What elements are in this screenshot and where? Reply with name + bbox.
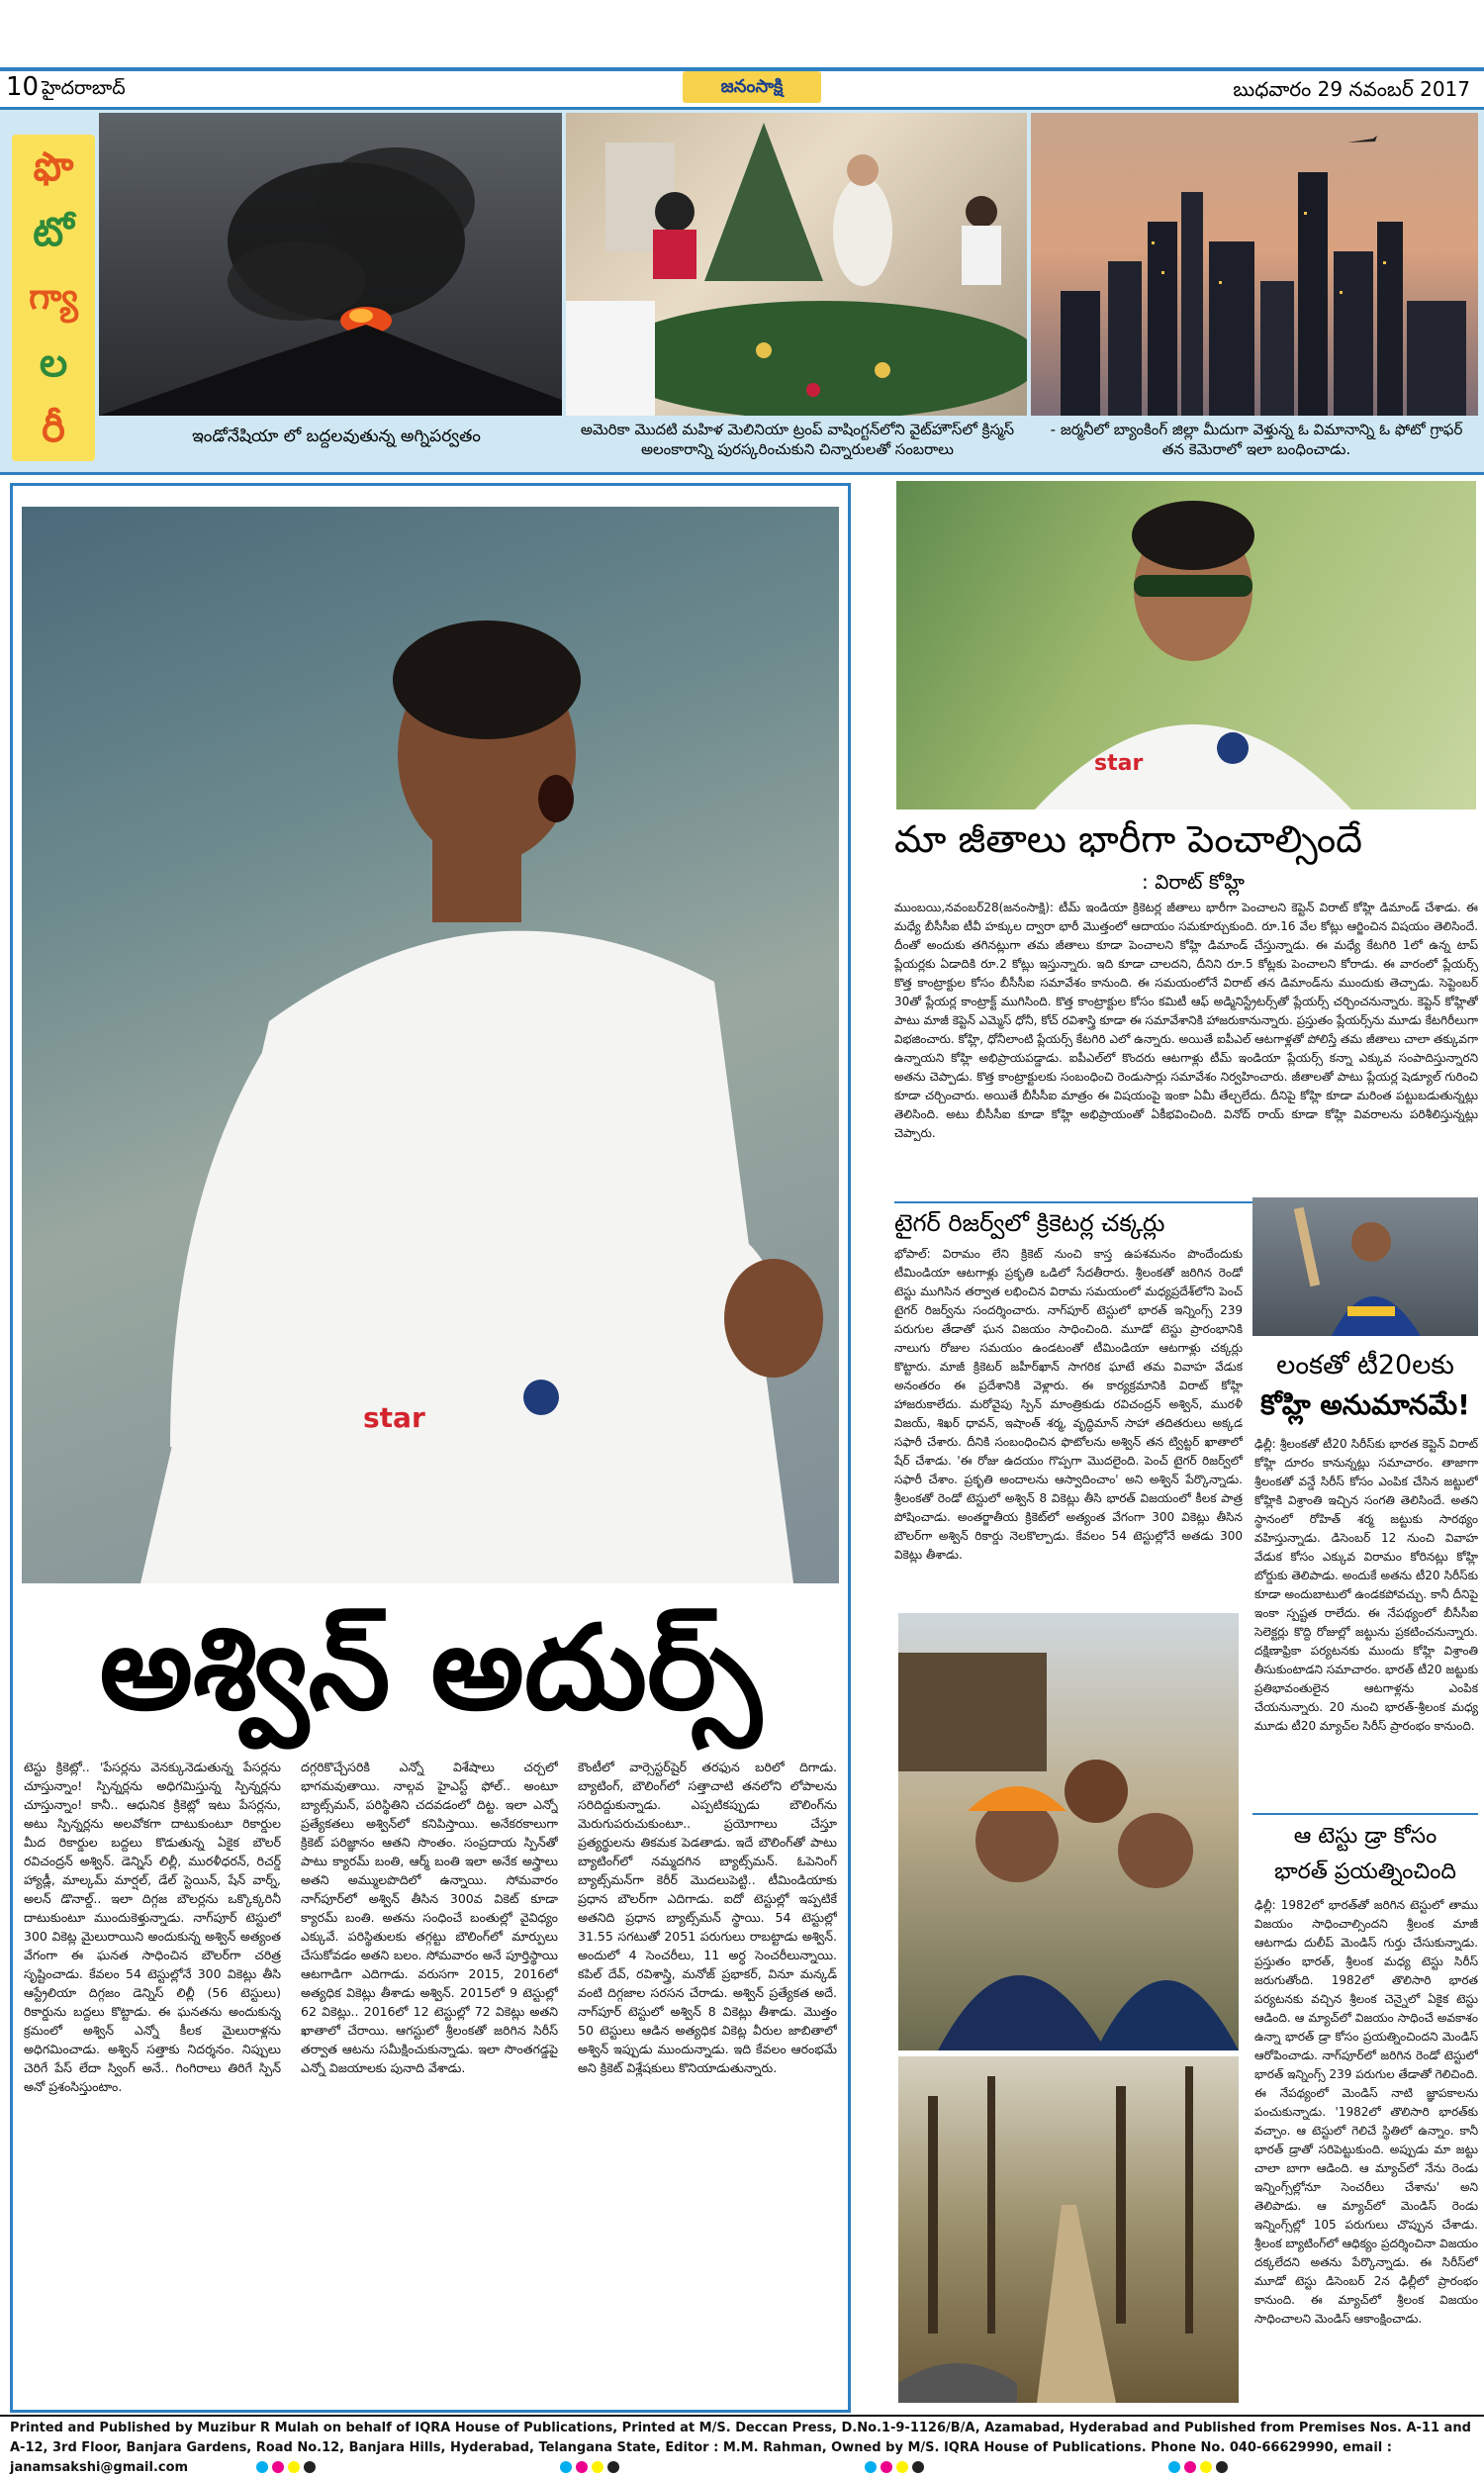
gallery-label-char: రీ [42, 406, 65, 451]
header-city: హైదరాబాద్ [42, 77, 126, 99]
ashwin-headline: అశ్విన్ అదుర్స్ [99, 1599, 762, 1736]
footer-imprint: Printed and Published by Muzibur R Mulah on behalf of IQRA House of Publications, Printed at M/S. Deccan Press, D.No.1-9-1126/B/A, Azamabad, Hyderabad and Published from Premises Nos. A-11 and A-12, 3rd Floor, Banjara Gardens, Road No.12, Banjara Hills, Hyderabad, Telangana State, Editor : M.M. Rahman, Owned by M/S. IQRA House of Publications. Phone No. 040-66629990, email : janamsakshi@gmail.com [10, 2421, 1471, 2475]
tiger-headline: టైగర్ రిజర్వ్‌లో క్రికెటర్ల చక్కర్లు [894, 1209, 1165, 1237]
masthead-logo [683, 71, 821, 103]
ashwin-photo [22, 507, 839, 1583]
kohli-t20-body: ఢిల్లీ: శ్రీలంకతో టీ20 సిరీస్‌కు భారత కెప్టెన్ విరాట్ కోహ్లి దూరం కానున్నట్లు సమాచారం. తాజాగా శ్రీలంకతో వన్డే సిరీస్ కోసం ఎంపిక చేసిన జట్టులో కోహ్లికి విశ్రాంతి ఇచ్చిన సంగతి తెలిసిందే. అతని స్థానంలో రోహిత్ శర్మ జట్టుకు సారథ్యం వహిస్తున్నాడు. డిసెంబర్ 12 నుంచి వివాహ వేడుక కోసం ఎక్కువ విరామం కోరినట్లు కోహ్లి బోర్డుకు తెలిపాడు. అందుకే అతను టీ20 సిరీస్‌కు కూడా అందుబాటులో ఉండకపోవచ్చు. కానీ దీనిపై ఇంకా స్పష్టత రాలేదు. ఈ నేపథ్యంలో బీసీసీఐ సెలెక్టర్లు కొద్ది రోజుల్లో జట్టును ప్రకటించనున్నారు. దక్షిణాఫ్రికా పర్యటనకు ముందు కోహ్లి విశ్రాంతి తీసుకుంటాడని సమాచారం. భారత్ టీ20 జట్టుకు ప్రతిభావంతులైన ఆటగాళ్లను ఎంపిక చేయనున్నారు. 20 నుంచి భారత్-శ్రీలంక మధ్య మూడు టీ20 మ్యాచ్‌ల సిరీస్ ప్రారంభం కానుంది. [1254, 1437, 1478, 1733]
ashwin-col2: దగ్గరికొచ్చేసరికి ఎన్నో విశేషాలు చర్చలో భాగమవుతాయి. నాల్గవ హైఎస్ట్ ఫోల్.. అంటూ బ్యాట్స్‌మన్, పరిస్థితిని చదవడంలో దిట్ట. ఇలా ఎన్నో ప్రత్యేకతలు అశ్విన్‌లో కనిపిస్తాయి. అనేకరకాలుగా క్రికెట్ పరిజ్ఞానం ఆతని సొంతం. సంప్రదాయ స్పిన్‌తో పాటు క్యారమ్ బంతి, ఆర్మ్ బంతి ఇలా అనేక అస్త్రాలు అతని అమ్ములపొదిలో ఉన్నాయి. సోమవారం నాగ్‌పూర్‌లో అశ్విన్ తీసిన 300వ వికెట్ కూడా క్యారమ్ బంతి. అతను సంధించే బంతుల్లో వైవిధ్యం ఎక్కువే. పరిస్థితులకు తగ్గట్టు బౌలింగ్‌లో మార్పులు చేసుకోవడం అతని బలం. సోమవారం అనే పూర్తిస్థాయి ఆటగాడిగా ఎదిగాడు. వరుసగా 2015, 2016లో అత్యధిక వికెట్లు తీశాడు అశ్విన్. 2015లో 9 టెస్టుల్లో 62 వికెట్లు.. 2016లో 12 టెస్టుల్లో 72 వికెట్లు అతని ఖాతాలో చేరాయి. ఆగస్టులో శ్రీలంకతో జరిగిన సిరీస్ తర్వాత ఆటను సమీక్షించుకున్నాడు. ఇలా సొంతగడ్డపై ఎన్నో విజయాలకు పునాది వేశాడు. [301, 1760, 558, 2075]
registration-marks [0, 2458, 1484, 2474]
volcano-illustration [99, 113, 562, 416]
gallery-label [12, 135, 95, 461]
page-number: 10 [6, 72, 40, 102]
kohli-salary-byline: : విరాట్ కోహ్లి [1142, 870, 1245, 894]
bowler-illustration [22, 507, 839, 1583]
christmas-illustration [566, 113, 1027, 416]
selfie-illustration [898, 1613, 1239, 2050]
skyline-caption: - జర్మనీలో బ్యాంకింగ్ జిల్లా మీదుగా వెళ్తున్న ఓ విమానాన్ని ఓ ఫోటో గ్రాఫర్ తన కెమెరాలో ఇలా బంధించాడు. [1050, 421, 1463, 458]
skyline-photo [1031, 113, 1478, 416]
masthead-text: జనంసాక్షి [720, 76, 784, 97]
kohli-illustration [896, 481, 1476, 810]
svg-text:star: star [363, 1401, 425, 1434]
test-draw-body: ఢిల్లీ: 1982లో భారత్‌తో జరిగిన టెస్టులో తాము విజయం సాధించాల్సిందని శ్రీలంక మాజీ ఆటగాడు దులీప్ మెండిస్ గుర్తు చేసుకున్నాడు. ప్రస్తుతం భారత్, శ్రీలంక మధ్య టెస్టు సిరీస్ జరుగుతోంది. 1982లో తొలిసారి భారత పర్యటనకు వచ్చిన శ్రీలంక చెన్నైలో ఏకైక టెస్టు ఆడింది. ఆ మ్యాచ్‌లో విజయం సాధించే అవకాశం ఉన్నా భారత్ డ్రా కోసం ప్రయత్నించిందని మెండిస్ ఆరోపించాడు. నాగ్‌పూర్‌లో జరిగిన రెండో టెస్టులో భారత్ ఇన్నింగ్స్ 239 పరుగుల తేడాతో గెలిచింది. ఈ నేపథ్యంలో మెండిస్ నాటి జ్ఞాపకాలను పంచుకున్నాడు. '1982లో తొలిసారి భారత్‌కు వచ్చాం. ఆ టెస్టులో గెలిచే స్థితిలో ఉన్నాం. కానీ భారత్ డ్రాతో సరిపెట్టుకుంది. అప్పుడు మా జట్టు చాలా బాగా ఆడింది. ఆ మ్యాచ్‌లో నేను రెండు ఇన్నింగ్స్‌ల్లోనూ సెంచరీలు చేశాను' అని తెలిపాడు. ఆ మ్యాచ్‌లో మెండిస్ రెండు ఇన్నింగ్స్‌ల్లో 105 పరుగులు చొప్పున చేశాడు. శ్రీలంక బ్యాటింగ్‌లో ఆధిక్యం ప్రదర్శించినా విజయం దక్కలేదని అతను పేర్కొన్నాడు. ఈ సిరీస్‌లో మూడో టెస్టు డిసెంబర్ 2న ఢిల్లీలో ప్రారంభం కానుంది. ఈ మ్యాచ్‌లో శ్రీలంక విజయం సాధించాలని మెండిస్ ఆకాంక్షించాడు. [1254, 1898, 1478, 2326]
kohli-t20-headline-1: లంకతో టీ20లకు [1276, 1350, 1454, 1381]
kohli-photo [896, 481, 1476, 810]
gallery-label-char: టో [33, 210, 74, 255]
kohli-bat-illustration [1252, 1197, 1478, 1336]
forest-road-illustration [898, 2056, 1239, 2403]
gallery-label-char: ఫొ [33, 144, 74, 190]
test-draw-rule [1252, 1813, 1478, 1815]
white-house-caption: అమెరికా మొదటి మహిళ మెలినియా ట్రంప్ వాషింగ్టన్‌లోని వైట్‌హౌస్‌లో క్రిస్మస్ అలంకారాన్ని పురస్కరించుకుని చిన్నారులతో సంబరాలు [580, 421, 1015, 458]
gallery-label-char: ల [39, 340, 68, 386]
volcano-caption: ఇండోనేషియా లో బద్దలవుతున్న అగ్నిపర్వతం [192, 427, 481, 446]
kohli-t20-headline-2: కోహ్లి అనుమానమే! [1260, 1388, 1470, 1421]
safari-road-photo [898, 2056, 1239, 2403]
white-house-photo [566, 113, 1027, 416]
kohli-bat-photo [1252, 1197, 1478, 1336]
header-date: బుధవారం 29 నవంబర్ 2017 [1233, 77, 1470, 101]
test-draw-headline-1: ఆ టెస్టు డ్రా కోసం [1293, 1824, 1438, 1849]
kohli-salary-headline: మా జీతాలు భారీగా పెంచాల్సిందే [894, 817, 1362, 861]
gallery-label-char: గ్యా [29, 277, 78, 318]
volcano-photo [99, 113, 562, 416]
skyline-illustration [1031, 113, 1478, 416]
ashwin-col1: టెస్టు క్రికెట్లో.. 'పేసర్లను వెనక్కునెడుతున్న పేసర్లను చూస్తున్నాం! స్పిన్నర్లను అధిగమిస్తున్న స్పిన్నర్లను చూస్తున్నాం! కానీ.. ఆధునిక క్రికెట్లో ఇటు పేసర్లను, అటు స్పిన్నర్లను అలవోకగా దాటుకుంటూ రికార్డుల మీద రికార్డుల బద్దలు కొడుతున్న ఏకైక బౌలర్ రవిచంద్రన్ అశ్విన్. డెన్నిస్ లిల్లీ, మురళీధరన్, రిచర్డ్ హ్యాడ్లీ, మాల్కమ్ మార్షల్, డేల్ స్టెయిన్, షేన్ వార్న్, అలన్ డొనాల్డ్.. ఇలా దిగ్గజ బౌలర్లను ఒక్కొక్కరినీ దాటుకుంటూ ముందుకెళ్తున్నాడు. నాగ్‌పూర్ టెస్టులో 300 వికెట్ల మైలురాయిని అందుకున్న అశ్విన్ అత్యంత వేగంగా ఈ ఘనత సాధించిన బౌలర్‌గా చరిత్ర సృష్టించాడు. కేవలం 54 టెస్టుల్లోనే 300 వికెట్లు తీసి ఆస్ట్రేలియా దిగ్గజం డెన్నిస్ లిల్లీ (56 టెస్టులు) రికార్డును బద్దలు కొట్టాడు. ఈ ఘనతను అందుకున్న క్రమంలో అశ్విన్ ఎన్నో కీలక మైలురాళ్లను అధిగమించాడు. అశ్విన్ సత్తాకు నిదర్శనం. నిప్పులు చెరిగే పేస్ లేదా స్వింగ్ అనే.. గింగిరాలు తిరిగే స్పిన్ అనో ప్రశంసిస్తుంటాం. [24, 1760, 281, 2094]
footer-rule [0, 2415, 1484, 2417]
safari-selfie-photo [898, 1613, 1239, 2050]
tiger-body: భోపాల్: విరామం లేని క్రికెట్ నుంచి కాస్త ఉపశమనం పొందేందుకు టీమిండియా ఆటగాళ్లు ప్రకృతి ఒడిలో సేదతీరారు. శ్రీలంకతో జరిగిన రెండో టెస్టు ముగిసిన తర్వాత లభించిన విరామ సమయంలో మధ్యప్రదేశ్‌లోని పెంచ్ టైగర్ రిజర్వ్‌ను సందర్శించారు. నాగ్‌పూర్ టెస్టులో భారత్ ఇన్నింగ్స్ 239 పరుగుల తేడాతో ఘన విజయం సాధించింది. మూడో టెస్టు ప్రారంభానికి నాలుగు రోజుల సమయం ఉండటంతో టీమిండియా ఆటగాళ్లు చక్కర్లు కొట్టారు. మాజీ క్రికెటర్ జహీర్‌ఖాన్‌ సాగరిక ఘాటే తమ వివాహ వేడుక అనంతరం ఈ ప్రదేశానికి వెళ్లారు. ఈ కార్యక్రమానికి విరాట్ కోహ్లి హాజరుకాలేదు. మరోవైపు స్పిన్ మాంత్రికుడు రవిచంద్రన్ అశ్విన్‌, మురళీ విజయ్, శిఖర్ ధావన్, ఇషాంత్ శర్మ, వృద్ధిమాన్ సాహా తదితరులు అక్కడ సఫారీ చేశారు. దీనికి సంబంధించిన ఫొటోలను అశ్విన్ తన ట్విట్టర్ ఖాతాలో షేర్ చేశాడు. 'ఈ రోజు ఉదయం గొప్పగా మొదలైంది. పెంచ్ టైగర్ రిజర్వ్‌లో సఫారీ చేశాం. ప్రకృతి అందాలను ఆస్వాదించాం' అని అశ్విన్ పేర్కొన్నాడు. శ్రీలంకతో రెండో టెస్టులో అశ్విన్ 8 వికెట్లు తీసి భారత్ విజయంలో కీలక పాత్ర పోషించాడు. అంతర్జాతీయ క్రికెట్‌లో అత్యంత వేగంగా 300 వికెట్లు తీసిన బౌలర్‌గా అశ్విన్ రికార్డు నెలకొల్పాడు. కేవలం 54 టెస్టుల్లోనే అతడు 300 వికెట్లు తీశాడు. [894, 1247, 1243, 1562]
test-draw-headline-2: భారత్ ప్రయత్నించింది [1274, 1859, 1456, 1884]
svg-text:star: star [1094, 751, 1144, 776]
kohli-salary-body: ముంబయి,నవంబర్28(జనంసాక్షి): టీమ్ ఇండియా క్రికెటర్ల జీతాలు భారీగా పెంచాలని కెప్టెన్ విరాట్ కోహ్లి డిమాండ్ చేశాడు. ఈ మధ్యే బీసీసీఐ టీవీ హక్కుల ద్వారా భారీ మొత్తంలో ఆదాయం సమకూర్చుకుంది. రూ.16 వేల కోట్లు ఆర్జించిన విషయం తెలిసిందే. దీంతో అందుకు తగినట్లుగా తమ జీతాలు కూడా పెంచాలని కోహ్లి డిమాండ్ చేస్తున్నాడు. ఈ మధ్యే కేటగిరి 1లో ఉన్న టాప్ ప్లేయర్లకు ఏడాదికి రూ.2 కోట్లు ఇస్తున్నారు. ఇది కూడా చాలదని, దీనిని రూ.5 కోట్లకు పెంచాలని కోరాడు. ఈ వారంలో ప్లేయర్స్ కొత్త కాంట్రాక్టుల కోసం బీసీసీఐ సమావేశం కానుంది. ఈ సమయంలోనే విరాట్ తన డిమాండ్‌ను ముందుకు తెచ్చాడు. సెప్టెంబర్ 30తో ప్లేయర్ల కాంట్రాక్ట్ ముగిసింది. కొత్త కాంట్రాక్టుల కోసం కమిటీ ఆఫ్ అడ్మినిస్ట్రేటర్స్‌తో ప్లేయర్స్ చర్చించనున్నారు. కెప్టెన్ కోహ్లితో పాటు మాజీ కెప్టెన్ ఎమ్మెస్ ధోనీ, కోచ్ రవిశాస్త్రి కూడా ఈ సమావేశానికి హాజరుకానున్నారు. ప్రస్తుతం ప్లేయర్స్‌ను మూడు కేటగిరీలుగా విభజించారు. కోహ్లి, ధోనీలాంటి ప్లేయర్స్ కేటగిరి ఎలో ఉన్నారు. అయితే ఐపీఎల్ ఆటగాళ్లతో పోలిస్తే తమ జీతాలు చాలా తక్కువగా ఉన్నాయని కోహ్లి అభిప్రాయపడ్డాడు. ఐపీఎల్‌లో కొందరు ఆటగాళ్లు టీమ్ ఇండియా ప్లేయర్స్ కన్నా ఎక్కువ సంపాదిస్తున్నారని అతను చెప్పాడు. కొత్త కాంట్రాక్టులకు సంబంధించి రెండుసార్లు సమావేశం నిర్వహించారు. జీతాలతో పాటు ప్లేయర్ల షెడ్యూల్ గురించి కూడా చర్చించారు. అయితే బీసీసీఐ మాత్రం ఈ విషయంపై ఇంకా ఏమీ తేల్చలేదు. దీనిపై కోహ్లి కూడా మరింత పట్టుబడుతున్నట్లు తెలిసింది. అటు బీసీసీఐ కూడా కోహ్లి అభిప్రాయంతో ఏకీభవించింది. వినోద్ రాయ్ కూడా కోహ్లి వివరాలను పరిశీలిస్తున్నట్లు చెప్పారు. [894, 901, 1478, 1140]
ashwin-col3: కౌంటీలో వార్సెస్టర్‌షైర్ తరఫున బరిలో దిగాడు. బ్యాటింగ్, బౌలింగ్‌లో సత్తాచాటి తనలోని లోపాలను సరిదిద్దుకున్నాడు. ఎప్పటికప్పుడు బౌలింగ్‌ను మెరుగుపరుచుకుంటూ.. ప్రయోగాలు చేస్తూ ప్రత్యర్థులను తికమక పెడతాడు. ఇదే బౌలింగ్‌తో పాటు బ్యాటింగ్‌లో నమ్మదగిన బ్యాట్స్‌మన్. ఓపెనింగ్ బ్యాట్స్‌మన్‌గా కెరీర్ మొదలుపెట్టి.. టీమిండియాకు ప్రధాన బౌలర్‌గా ఎదిగాడు. ఐదో టెస్టుల్లో ఇప్పటికే అతనిది ప్రధాన బ్యాట్స్‌మన్ స్థాయి. 54 టెస్టుల్లో 31.55 సగటుతో 2051 పరుగులు రాబట్టాడు అశ్విన్. అందులో 4 సెంచరీలు, 11 అర్ధ సెంచరీలున్నాయి. కపిల్ దేవ్, రవిశాస్త్రి, మనోజ్ ప్రభాకర్, వినూ మన్కడ్ వంటి దిగ్గజాల సరసన చేరాడు. అశ్విన్ ప్రత్యేకత అదే. నాగ్‌పూర్ టెస్టులో అశ్విన్ 8 వికెట్లు తీశాడు. మొత్తం 50 టెస్టులు ఆడిన అత్యధిక వికెట్ల వీరుల జాబితాలో అశ్విన్ ఇప్పుడు ముందున్నాడు. ఇది కేవలం ఆరంభమే అని క్రికెట్ విశ్లేషకులు కొనియాడుతున్నారు. [578, 1760, 837, 2075]
